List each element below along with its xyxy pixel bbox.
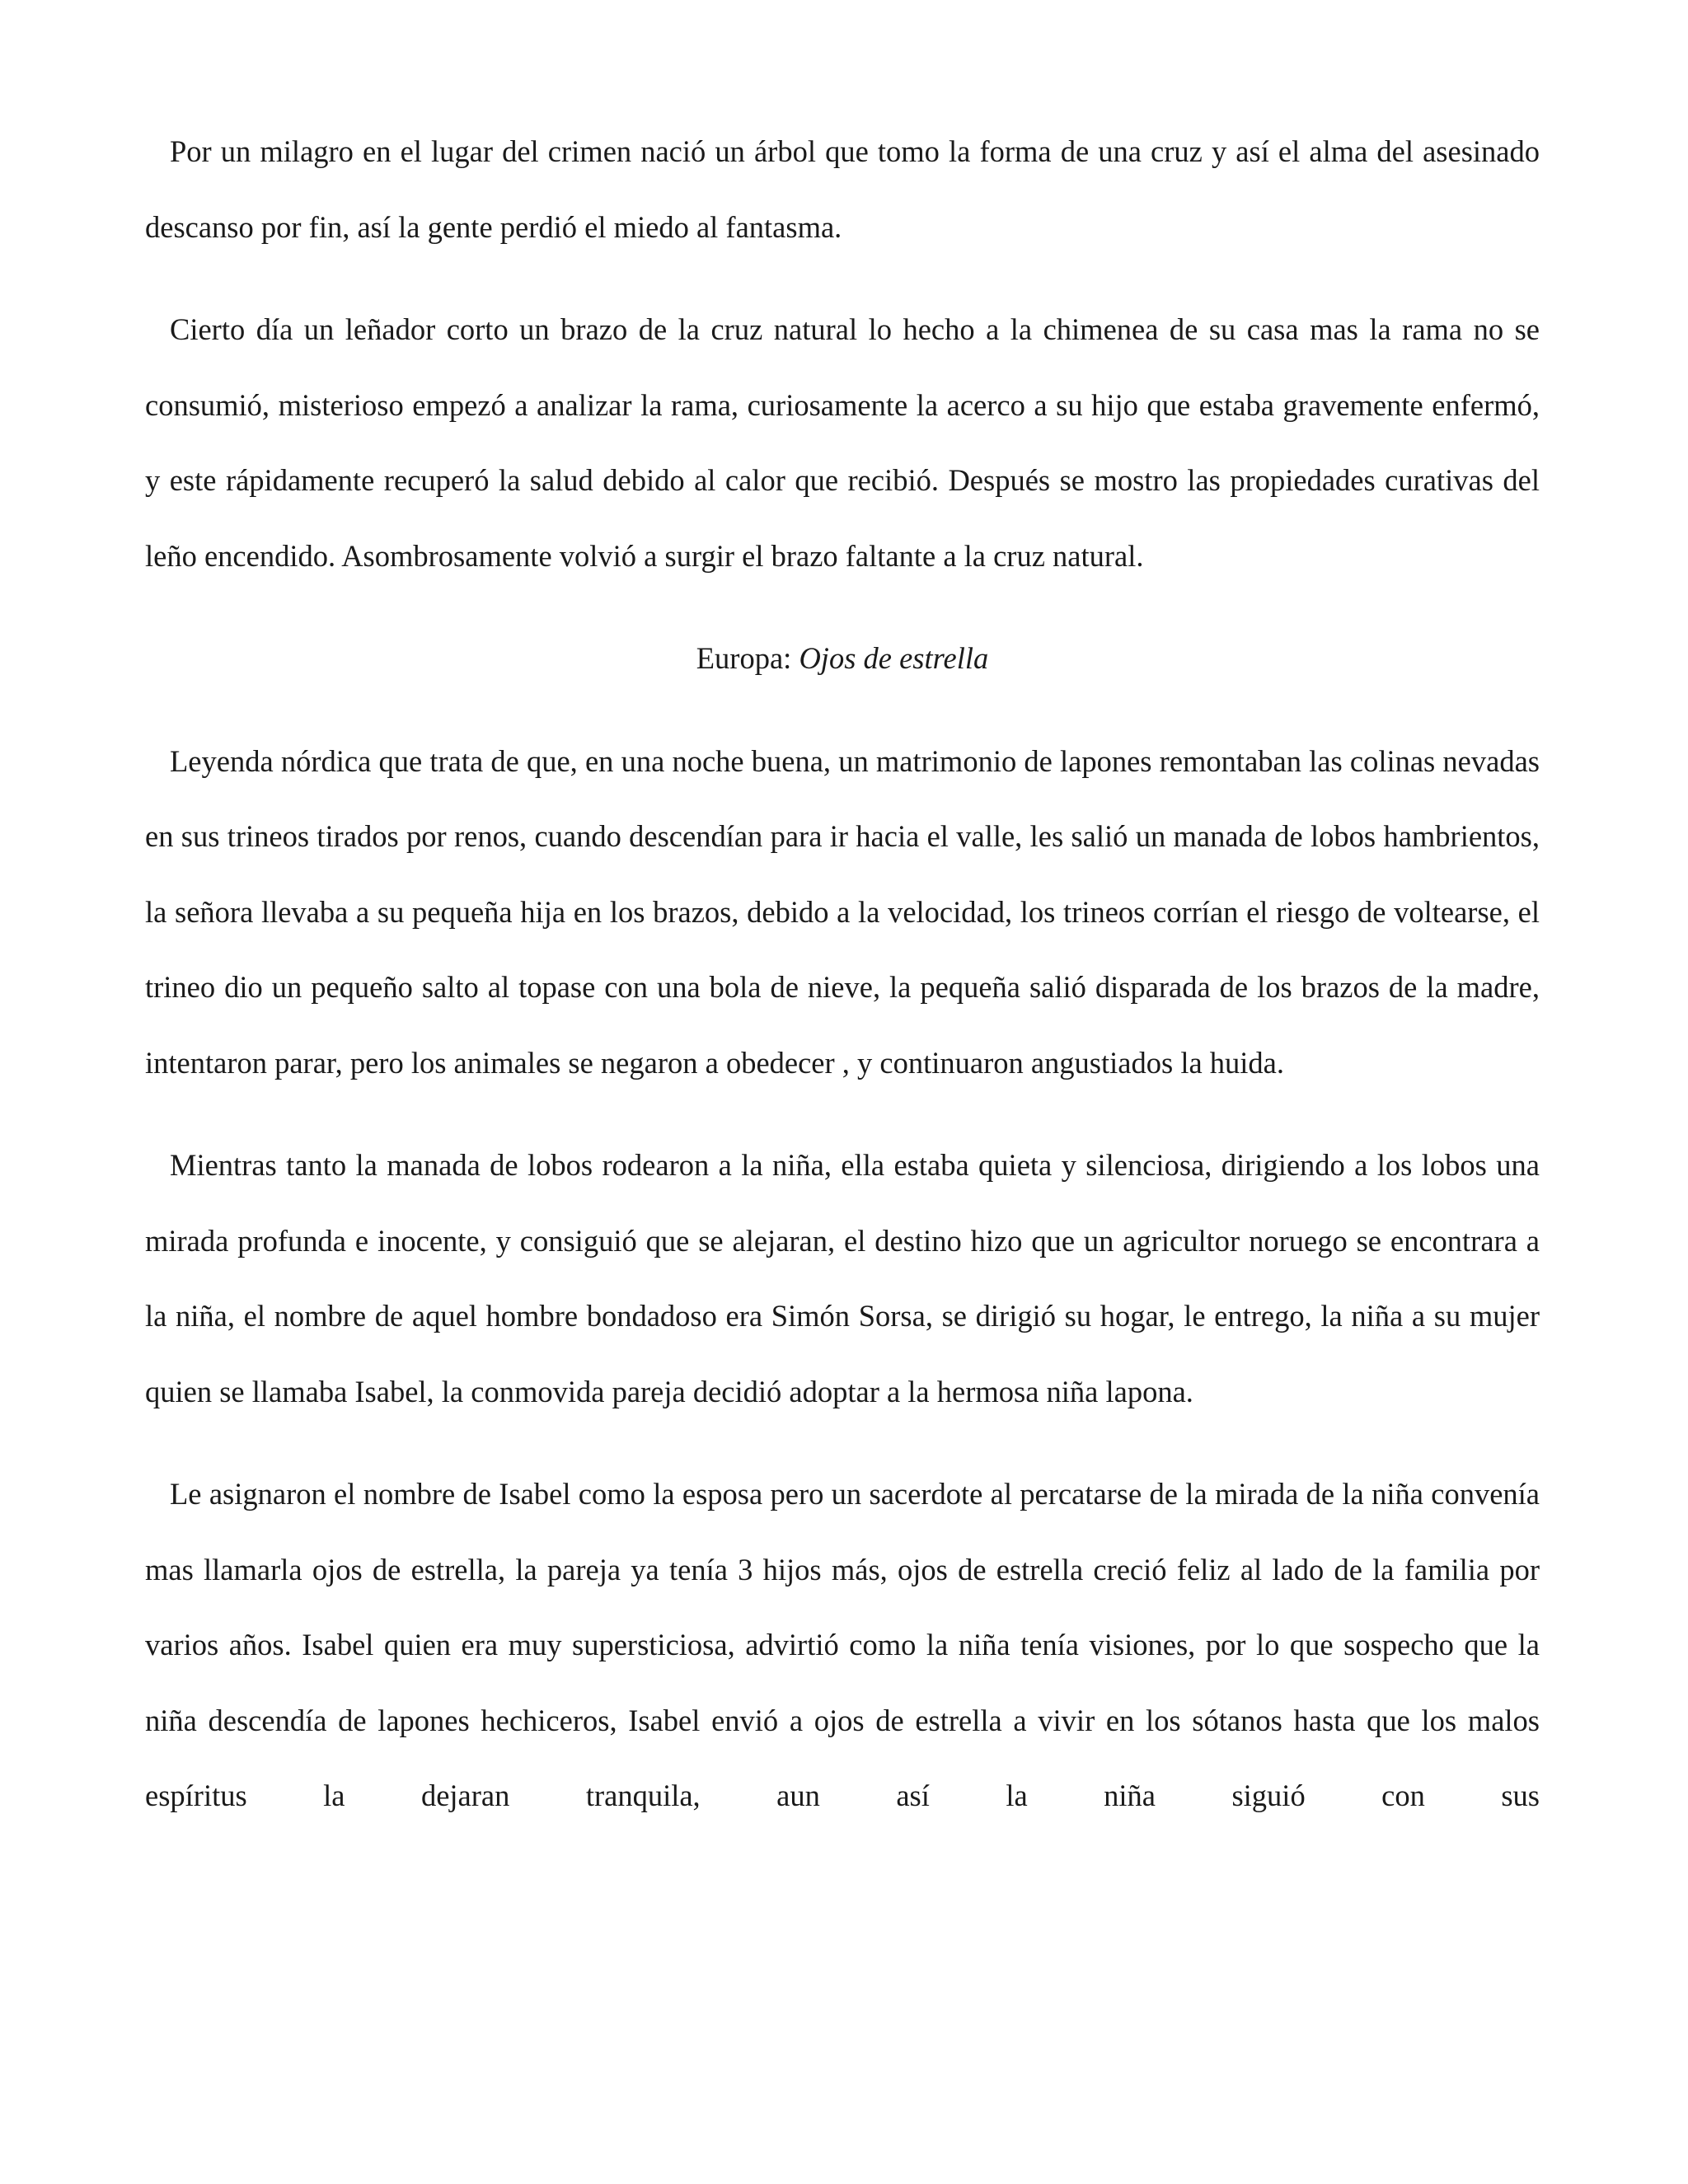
section-heading	[145, 621, 1540, 696]
heading-title: Ojos de estrella	[799, 641, 989, 675]
heading-prefix: Europa:	[696, 641, 799, 675]
document-body	[145, 114, 1540, 1834]
paragraph-nordic-legend: Leyenda nórdica que trata de que, en una noche buena, un matrimonio de lapones remontaban las colinas nevadas en sus trineos tirados por renos, cuando descendían para ir hacia el valle, les salió un manada de lobos hambrientos, la señora llevaba a su pequeña hija en los brazos, debido a la velocidad, los trineos corrían el riesgo de voltearse, el trineo dio un pequeño salto al topase con una bola de nieve, la pequeña salió disparada de los brazos de la madre, intentaron parar, pero los animales se negaron a obedecer , y continuaron angustiados la huida.	[145, 743, 1540, 1080]
paragraph-wolves: Mientras tanto la manada de lobos rodearon a la niña, ella estaba quieta y silenciosa, dirigiendo a los lobos una mirada profunda e inocente, y consiguió que se alejaran, el destino hizo que un agricultor noruego se encontrara a la niña, el nombre de aquel hombre bondadoso era Simón Sorsa, se dirigió su hogar, le entrego, la niña a su mujer quien se llamaba Isabel, la conmovida pareja decidió adoptar a la hermosa niña lapona.	[145, 1148, 1540, 1408]
paragraph-woodcutter: Cierto día un leñador corto un brazo de la cruz natural lo hecho a la chimenea de su casa mas la rama no se consumió, misterioso empezó a analizar la rama, curiosamente la acerco a su hijo que estaba gravemente enfermó, y este rápidamente recuperó la salud debido al calor que recibió. Después se mostro las propiedades curativas del leño encendido. Asombrosamente volvió a surgir el brazo faltante a la cruz natural.	[145, 312, 1540, 573]
paragraph-tree-miracle: Por un milagro en el lugar del crimen nació un árbol que tomo la forma de una cruz y así el alma del asesinado descanso por fin, así la gente perdió el miedo al fantasma.	[145, 134, 1540, 244]
paragraph-naming: Le asignaron el nombre de Isabel como la esposa pero un sacerdote al percatarse de la mirada de la niña convenía mas llamarla ojos de estrella, la pareja ya tenía 3 hijos más, ojos de estrella creció feliz al lado de la familia por varios años. Isabel quien era muy supersticiosa, advirtió como la niña tenía visiones, por lo que sospecho que la niña descendía de lapones hechiceros, Isabel envió a ojos de estrella a vivir en los sótanos hasta que los malos espíritus la dejaran tranquila, aun así la niña siguió con sus	[145, 1477, 1540, 1812]
